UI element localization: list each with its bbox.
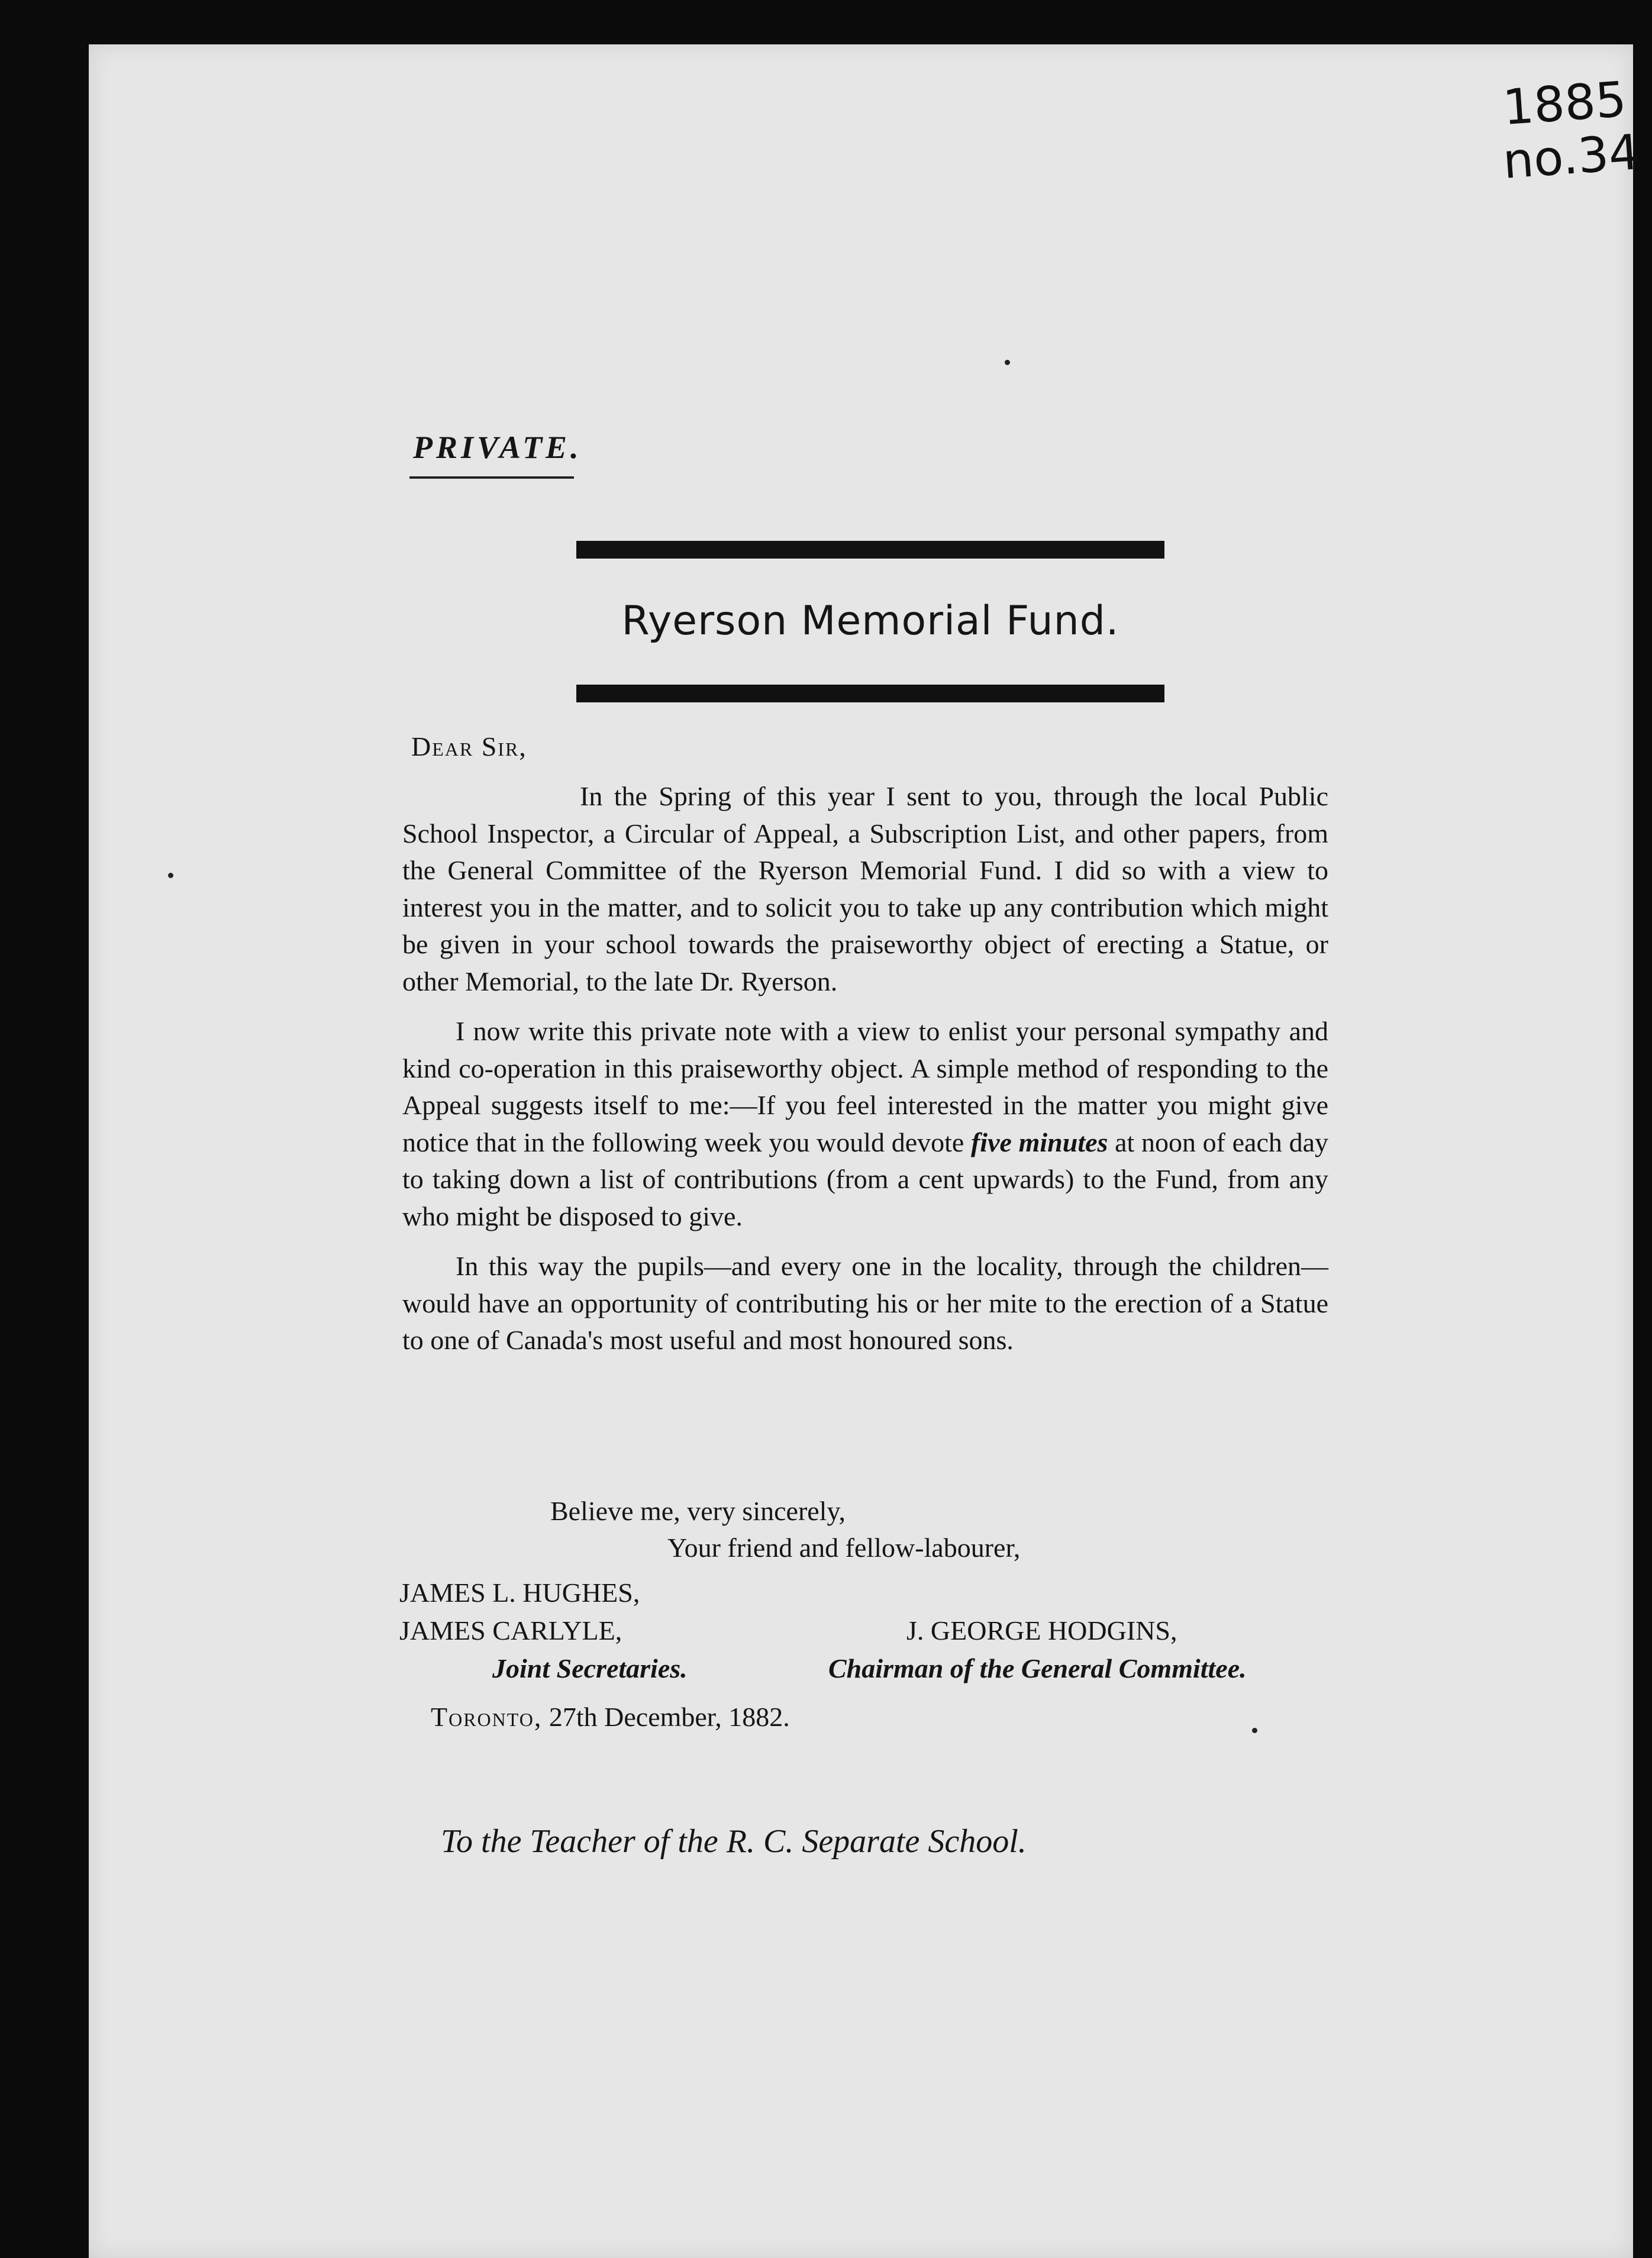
scan-speck bbox=[168, 873, 173, 878]
scan-speck bbox=[1005, 360, 1010, 365]
signatory-hughes: JAMES L. HUGHES, bbox=[399, 1578, 640, 1608]
signatory-hodgins: J. GEORGE HODGINS, bbox=[906, 1615, 1177, 1646]
paragraph-2-text-start: I now write this private note with a view to enlist your personal sympathy and kind co-operation in this praiseworthy object. A simple method of responding to the Appeal suggests itself to me:—If you feel interested in the matter you might give notice that in the following week you would devote bbox=[402, 1016, 1328, 1157]
dateline-place: Toronto, bbox=[431, 1702, 543, 1732]
salutation: Dear Sir, bbox=[411, 731, 527, 762]
closing-line-2: Your friend and fellow-labourer, bbox=[667, 1533, 1021, 1563]
emphasis-five-minutes: five minutes bbox=[970, 1127, 1108, 1157]
paragraph-3-text: In this way the pupils—and every one in the locality, through the children—would have an opportunity of contributing his or her mite to the erection of a Statue to one of Canada's most useful and most honoured sons. bbox=[402, 1251, 1328, 1355]
scan-speck bbox=[1252, 1728, 1257, 1733]
top-rule bbox=[576, 541, 1164, 559]
addressee-line: To the Teacher of the R. C. Separate School. bbox=[441, 1823, 1027, 1860]
handwritten-number: no.34 bbox=[1501, 124, 1642, 190]
signatory-carlyle: JAMES CARLYLE, bbox=[399, 1615, 622, 1646]
private-underline bbox=[409, 476, 574, 479]
dateline bbox=[431, 1701, 790, 1733]
paragraph-3 bbox=[402, 1248, 1328, 1359]
paragraph-2-text-end: at noon of each day to taking down a list of contributions (from a cent upwards) to the Fund, from any who might be disposed to give. bbox=[402, 1127, 1328, 1231]
paragraph-2 bbox=[402, 1013, 1328, 1235]
private-heading: PRIVATE. bbox=[413, 430, 582, 465]
letter-body bbox=[402, 778, 1328, 1359]
document-page bbox=[89, 44, 1642, 2258]
paragraph-1 bbox=[402, 778, 1328, 1000]
dateline-date: 27th December, 1882. bbox=[548, 1702, 790, 1732]
paragraph-1-text: In the Spring of this year I sent to you, through the local Public School Inspector, a Circular of Appeal, a Subscription List, and other papers, from the General Committee of the Ryerson Memorial Fund. I did so with a view to interest you in the matter, and to solicit you to take up any contribution which might be given in your school towards the praiseworthy object of erecting a Statue, or other Memorial, to the late Dr. Ryerson. bbox=[402, 781, 1328, 996]
document-title: Ryerson Memorial Fund. bbox=[621, 598, 1119, 644]
bottom-rule bbox=[576, 685, 1164, 702]
joint-secretaries-role: Joint Secretaries. bbox=[492, 1653, 688, 1683]
closing-line-1: Believe me, very sincerely, bbox=[550, 1496, 846, 1526]
chairman-role: Chairman of the General Committee. bbox=[828, 1653, 1247, 1683]
handwritten-year: 1885 bbox=[1501, 71, 1628, 137]
